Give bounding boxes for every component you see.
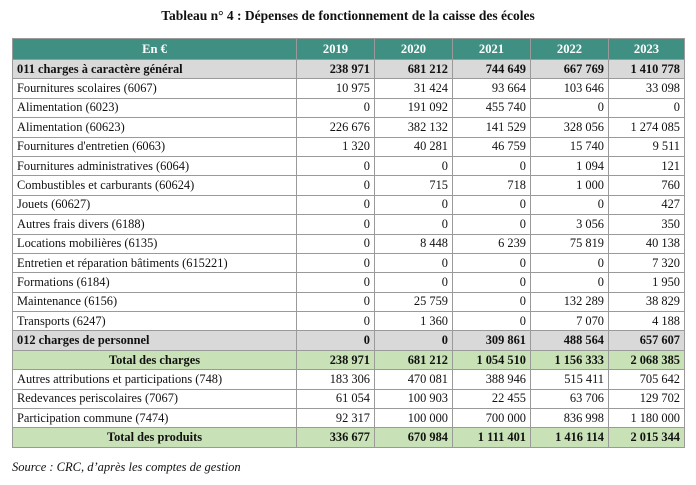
value-cell: 7 070 — [531, 312, 609, 331]
value-cell: 681 212 — [375, 350, 453, 369]
value-cell: 0 — [297, 292, 375, 311]
header-year: 2020 — [375, 39, 453, 60]
value-cell: 0 — [531, 273, 609, 292]
value-cell: 670 984 — [375, 428, 453, 447]
value-cell: 681 212 — [375, 60, 453, 79]
value-cell: 705 642 — [609, 370, 685, 389]
table-row — [13, 234, 685, 253]
value-cell: 141 529 — [453, 118, 531, 137]
value-cell: 38 829 — [609, 292, 685, 311]
value-cell: 0 — [297, 176, 375, 195]
table-row — [13, 98, 685, 117]
total-row — [13, 350, 685, 369]
table-row — [13, 156, 685, 175]
table-row — [13, 389, 685, 408]
row-label: Autres frais divers (6188) — [13, 215, 297, 234]
value-cell: 40 138 — [609, 234, 685, 253]
value-cell: 0 — [297, 273, 375, 292]
value-cell: 1 950 — [609, 273, 685, 292]
value-cell: 0 — [531, 195, 609, 214]
value-cell: 744 649 — [453, 60, 531, 79]
value-cell: 0 — [297, 156, 375, 175]
row-label: 011 charges à caractère général — [13, 60, 297, 79]
value-cell: 226 676 — [297, 118, 375, 137]
value-cell: 0 — [609, 98, 685, 117]
row-label: Combustibles et carburants (60624) — [13, 176, 297, 195]
table-body — [13, 60, 685, 448]
value-cell: 31 424 — [375, 79, 453, 98]
value-cell: 1 416 114 — [531, 428, 609, 447]
table-row — [13, 273, 685, 292]
row-label: Autres attributions et participations (748) — [13, 370, 297, 389]
table-row — [13, 409, 685, 428]
row-label: Fournitures administratives (6064) — [13, 156, 297, 175]
value-cell: 0 — [375, 195, 453, 214]
value-cell: 336 677 — [297, 428, 375, 447]
value-cell: 715 — [375, 176, 453, 195]
value-cell: 6 239 — [453, 234, 531, 253]
table-row — [13, 215, 685, 234]
value-cell: 0 — [297, 234, 375, 253]
value-cell: 700 000 — [453, 409, 531, 428]
value-cell: 657 607 — [609, 331, 685, 350]
value-cell: 0 — [375, 156, 453, 175]
value-cell: 328 056 — [531, 118, 609, 137]
row-label: 012 charges de personnel — [13, 331, 297, 350]
value-cell: 0 — [375, 253, 453, 272]
value-cell: 1 360 — [375, 312, 453, 331]
value-cell: 515 411 — [531, 370, 609, 389]
value-cell: 4 188 — [609, 312, 685, 331]
value-cell: 25 759 — [375, 292, 453, 311]
row-label: Alimentation (60623) — [13, 118, 297, 137]
row-label: Jouets (60627) — [13, 195, 297, 214]
value-cell: 1 054 510 — [453, 350, 531, 369]
category-row — [13, 60, 685, 79]
value-cell: 1 156 333 — [531, 350, 609, 369]
value-cell: 350 — [609, 215, 685, 234]
value-cell: 121 — [609, 156, 685, 175]
header-label: En € — [13, 39, 297, 60]
table-row — [13, 312, 685, 331]
value-cell: 0 — [453, 195, 531, 214]
value-cell: 10 975 — [297, 79, 375, 98]
value-cell: 129 702 — [609, 389, 685, 408]
row-label: Locations mobilières (6135) — [13, 234, 297, 253]
value-cell: 132 289 — [531, 292, 609, 311]
value-cell: 718 — [453, 176, 531, 195]
row-label: Redevances periscolaires (7067) — [13, 389, 297, 408]
value-cell: 8 448 — [375, 234, 453, 253]
value-cell: 3 056 — [531, 215, 609, 234]
value-cell: 238 971 — [297, 350, 375, 369]
expenses-table — [12, 38, 685, 448]
header-year: 2023 — [609, 39, 685, 60]
value-cell: 0 — [297, 331, 375, 350]
value-cell: 0 — [453, 292, 531, 311]
value-cell: 0 — [297, 98, 375, 117]
value-cell: 46 759 — [453, 137, 531, 156]
value-cell: 183 306 — [297, 370, 375, 389]
value-cell: 103 646 — [531, 79, 609, 98]
value-cell: 1 000 — [531, 176, 609, 195]
table-row — [13, 253, 685, 272]
value-cell: 7 320 — [609, 253, 685, 272]
row-label: Participation commune (7474) — [13, 409, 297, 428]
value-cell: 0 — [297, 215, 375, 234]
row-label: Maintenance (6156) — [13, 292, 297, 311]
header-year: 2022 — [531, 39, 609, 60]
value-cell: 33 098 — [609, 79, 685, 98]
value-cell: 2 068 385 — [609, 350, 685, 369]
value-cell: 100 903 — [375, 389, 453, 408]
header-year: 2019 — [297, 39, 375, 60]
value-cell: 1 111 401 — [453, 428, 531, 447]
row-label: Entretien et réparation bâtiments (615221) — [13, 253, 297, 272]
value-cell: 1 274 085 — [609, 118, 685, 137]
row-label: Total des produits — [13, 428, 297, 447]
value-cell: 0 — [531, 253, 609, 272]
category-row — [13, 331, 685, 350]
value-cell: 0 — [453, 273, 531, 292]
value-cell: 15 740 — [531, 137, 609, 156]
value-cell: 488 564 — [531, 331, 609, 350]
value-cell: 0 — [453, 156, 531, 175]
value-cell: 0 — [453, 253, 531, 272]
value-cell: 1 094 — [531, 156, 609, 175]
value-cell: 0 — [531, 98, 609, 117]
table-row — [13, 292, 685, 311]
table-row — [13, 79, 685, 98]
value-cell: 238 971 — [297, 60, 375, 79]
value-cell: 0 — [453, 312, 531, 331]
value-cell: 1 320 — [297, 137, 375, 156]
table-row — [13, 118, 685, 137]
header-year: 2021 — [453, 39, 531, 60]
value-cell: 40 281 — [375, 137, 453, 156]
value-cell: 382 132 — [375, 118, 453, 137]
source-note: Source : CRC, d’après les comptes de gestion — [12, 460, 241, 474]
row-label: Fournitures d'entretien (6063) — [13, 137, 297, 156]
value-cell: 75 819 — [531, 234, 609, 253]
value-cell: 61 054 — [297, 389, 375, 408]
value-cell: 191 092 — [375, 98, 453, 117]
value-cell: 1 180 000 — [609, 409, 685, 428]
value-cell: 667 769 — [531, 60, 609, 79]
table-row — [13, 176, 685, 195]
row-label: Fournitures scolaires (6067) — [13, 79, 297, 98]
value-cell: 470 081 — [375, 370, 453, 389]
value-cell: 1 410 778 — [609, 60, 685, 79]
value-cell: 22 455 — [453, 389, 531, 408]
value-cell: 63 706 — [531, 389, 609, 408]
table-header-row — [13, 39, 685, 60]
value-cell: 0 — [297, 253, 375, 272]
value-cell: 0 — [375, 215, 453, 234]
total-row — [13, 428, 685, 447]
value-cell: 836 998 — [531, 409, 609, 428]
value-cell: 9 511 — [609, 137, 685, 156]
value-cell: 0 — [375, 331, 453, 350]
value-cell: 427 — [609, 195, 685, 214]
row-label: Formations (6184) — [13, 273, 297, 292]
value-cell: 93 664 — [453, 79, 531, 98]
table-row — [13, 195, 685, 214]
value-cell: 92 317 — [297, 409, 375, 428]
table-title: Tableau n° 4 : Dépenses de fonctionnement de la caisse des écoles — [161, 8, 535, 23]
value-cell: 388 946 — [453, 370, 531, 389]
value-cell: 0 — [297, 312, 375, 331]
table-row — [13, 370, 685, 389]
value-cell: 309 861 — [453, 331, 531, 350]
value-cell: 0 — [375, 273, 453, 292]
value-cell: 100 000 — [375, 409, 453, 428]
value-cell: 2 015 344 — [609, 428, 685, 447]
row-label: Transports (6247) — [13, 312, 297, 331]
value-cell: 0 — [297, 195, 375, 214]
row-label: Alimentation (6023) — [13, 98, 297, 117]
value-cell: 760 — [609, 176, 685, 195]
value-cell: 455 740 — [453, 98, 531, 117]
row-label: Total des charges — [13, 350, 297, 369]
value-cell: 0 — [453, 215, 531, 234]
table-row — [13, 137, 685, 156]
